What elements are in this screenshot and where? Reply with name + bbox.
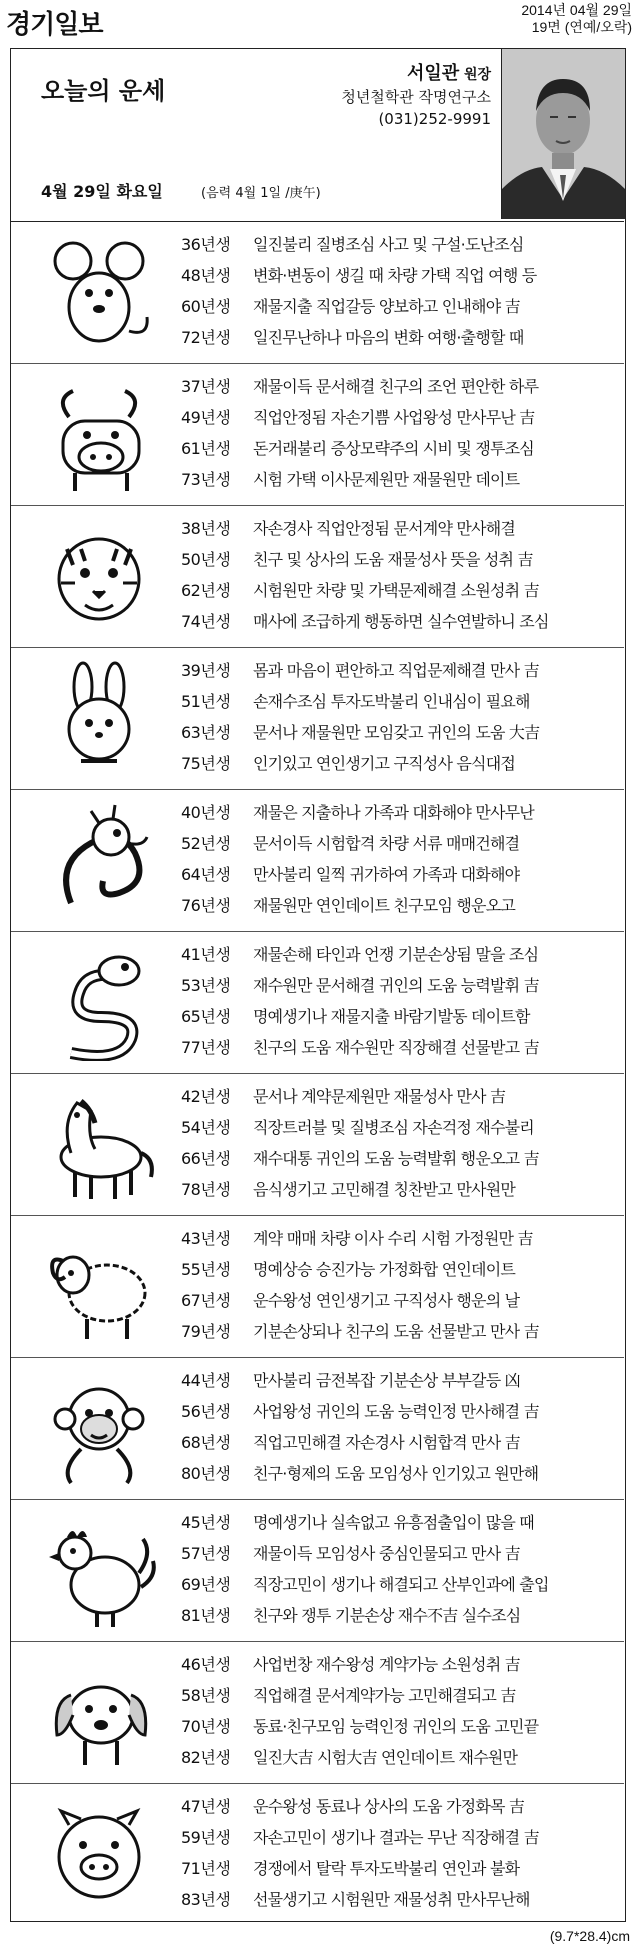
pig-icon xyxy=(41,1797,157,1913)
fortune-line xyxy=(181,1507,621,1538)
birth-year: 67년생 xyxy=(181,1291,231,1310)
fortune-text: 몸과 마음이 편안하고 직업문제해결 만사 吉 xyxy=(253,661,539,680)
fortune-text: 문서이득 시험합격 차량 서류 매매건해결 xyxy=(253,834,520,853)
publication-date: 2014년 04월 29일 xyxy=(521,2,632,18)
fortune-text: 자손고민이 생기나 결과는 무난 직장해결 吉 xyxy=(253,1828,539,1847)
fortune-lines xyxy=(181,797,621,921)
birth-year: 47년생 xyxy=(181,1797,231,1816)
author-institute: 청년철학관 작명연구소 xyxy=(341,88,491,106)
fortune-line xyxy=(181,402,621,433)
fortune-line xyxy=(181,229,621,260)
tiger-icon xyxy=(41,519,157,635)
author-name: 서일관 xyxy=(406,63,460,84)
fortune-text: 재수대통 귀인의 도움 능력발휘 행운오고 吉 xyxy=(253,1149,539,1168)
fortune-text: 직장트러블 및 질병조심 자손걱정 재수불리 xyxy=(253,1118,534,1137)
fortune-text: 친구·형제의 도움 모임성사 인기있고 원만해 xyxy=(253,1464,539,1483)
birth-year: 40년생 xyxy=(181,803,231,822)
zodiac-section xyxy=(11,1641,624,1784)
birth-year: 45년생 xyxy=(181,1513,231,1532)
fortune-text: 직업안정됨 자손기쁨 사업왕성 만사무난 吉 xyxy=(253,408,535,427)
fortune-line xyxy=(181,1174,621,1205)
ox-icon xyxy=(41,377,157,493)
birth-year: 43년생 xyxy=(181,1229,231,1248)
fortune-lines xyxy=(181,1791,621,1915)
fortune-text: 재물원만 연인데이트 친구모임 행운오고 xyxy=(253,896,516,915)
author-phone: (031)252-9991 xyxy=(378,110,491,128)
birth-year: 57년생 xyxy=(181,1544,231,1563)
rat-icon xyxy=(41,235,157,351)
fortune-line xyxy=(181,1032,621,1063)
fortune-line xyxy=(181,322,621,353)
fortune-text: 재수원만 문서해결 귀인의 도움 능력발휘 吉 xyxy=(253,976,539,995)
fortune-text: 직장고민이 생기나 해결되고 산부인과에 출입 xyxy=(253,1575,549,1594)
dragon-icon xyxy=(41,803,157,919)
fortune-line xyxy=(181,655,621,686)
fortune-lines xyxy=(181,1649,621,1773)
fortune-lines xyxy=(181,1365,621,1489)
fortune-line xyxy=(181,544,621,575)
fortune-line xyxy=(181,575,621,606)
fortune-line xyxy=(181,1853,621,1884)
fortune-text: 재물은 지출하나 가족과 대화해야 만사무난 xyxy=(253,803,534,822)
fortune-lines xyxy=(181,655,621,779)
fortune-text: 재물이득 문서해결 친구의 조언 편안한 하루 xyxy=(253,377,539,396)
birth-year: 41년생 xyxy=(181,945,231,964)
birth-year: 76년생 xyxy=(181,896,231,915)
fortune-text: 직업해결 문서계약가능 고민해결되고 吉 xyxy=(253,1686,516,1705)
masthead xyxy=(0,0,640,44)
birth-year: 69년생 xyxy=(181,1575,231,1594)
fortune-text: 시험 가택 이사문제원만 재물원만 데이트 xyxy=(253,470,520,489)
birth-year: 68년생 xyxy=(181,1433,231,1452)
birth-year: 42년생 xyxy=(181,1087,231,1106)
fortune-text: 재물이득 모임성사 중심인물되고 만사 吉 xyxy=(253,1544,520,1563)
fortune-text: 일진大吉 시험大吉 연인데이트 재수원만 xyxy=(253,1748,518,1767)
fortune-line xyxy=(181,464,621,495)
horoscope-column xyxy=(10,48,626,1922)
fortune-line xyxy=(181,606,621,637)
birth-year: 51년생 xyxy=(181,692,231,711)
birth-year: 50년생 xyxy=(181,550,231,569)
fortune-text: 사업번창 재수왕성 계약가능 소원성취 吉 xyxy=(253,1655,520,1674)
fortune-text: 사업왕성 귀인의 도움 능력인정 만사해결 吉 xyxy=(253,1402,539,1421)
fortune-text: 재물손해 타인과 언쟁 기분손상됨 말을 조심 xyxy=(253,945,539,964)
birth-year: 74년생 xyxy=(181,612,231,631)
birth-year: 39년생 xyxy=(181,661,231,680)
birth-year: 64년생 xyxy=(181,865,231,884)
birth-year: 63년생 xyxy=(181,723,231,742)
fortune-lines xyxy=(181,229,621,353)
birth-year: 83년생 xyxy=(181,1890,231,1909)
fortune-text: 만사불리 금전복잡 기분손상 부부갈등 凶 xyxy=(253,1371,520,1390)
fortune-lines xyxy=(181,1223,621,1347)
fortune-lines xyxy=(181,1507,621,1631)
birth-year: 61년생 xyxy=(181,439,231,458)
fortune-line xyxy=(181,1600,621,1631)
fortune-line xyxy=(181,1316,621,1347)
birth-year: 80년생 xyxy=(181,1464,231,1483)
fortune-text: 계약 매매 차량 이사 수리 시험 가정원만 吉 xyxy=(253,1229,533,1248)
column-title: 오늘의 운세 xyxy=(41,77,166,105)
fortune-line xyxy=(181,686,621,717)
fortune-line xyxy=(181,1223,621,1254)
fortune-text: 자손경사 직업안정됨 문서계약 만사해결 xyxy=(253,519,516,538)
fortune-text: 명예생기나 재물지출 바람기발동 데이트함 xyxy=(253,1007,530,1026)
birth-year: 79년생 xyxy=(181,1322,231,1341)
fortune-line xyxy=(181,1884,621,1915)
fortune-line xyxy=(181,797,621,828)
fortune-line xyxy=(181,1742,621,1773)
snake-icon xyxy=(41,945,157,1061)
fortune-line xyxy=(181,1365,621,1396)
fortune-text: 재물지출 직업갈등 양보하고 인내해야 吉 xyxy=(253,297,520,316)
lunar-date: (음력 4월 1일 /庚午) xyxy=(201,186,321,201)
birth-year: 55년생 xyxy=(181,1260,231,1279)
author-photo xyxy=(501,49,625,219)
birth-year: 62년생 xyxy=(181,581,231,600)
fortune-lines xyxy=(181,371,621,495)
fortune-text: 돈거래불리 증상모략주의 시비 및 쟁투조심 xyxy=(253,439,534,458)
publication-info xyxy=(521,2,632,36)
zodiac-section xyxy=(11,505,624,648)
fortune-line xyxy=(181,748,621,779)
fortune-line xyxy=(181,1711,621,1742)
fortune-line xyxy=(181,859,621,890)
birth-year: 75년생 xyxy=(181,754,231,773)
fortune-line xyxy=(181,1081,621,1112)
fortune-lines xyxy=(181,939,621,1063)
zodiac-section xyxy=(11,1073,624,1216)
horoscope-date: 4월 29일 화요일 xyxy=(41,182,163,201)
fortune-line xyxy=(181,828,621,859)
birth-year: 38년생 xyxy=(181,519,231,538)
birth-year: 71년생 xyxy=(181,1859,231,1878)
birth-year: 52년생 xyxy=(181,834,231,853)
column-size: (9.7*28.4)cm xyxy=(549,1928,630,1944)
dog-icon xyxy=(41,1655,157,1771)
fortune-line xyxy=(181,1680,621,1711)
fortune-line xyxy=(181,970,621,1001)
column-header xyxy=(11,49,624,222)
zodiac-section xyxy=(11,1215,624,1358)
fortune-text: 친구의 도움 재수원만 직장해결 선물받고 吉 xyxy=(253,1038,539,1057)
birth-year: 44년생 xyxy=(181,1371,231,1390)
fortune-text: 친구 및 상사의 도움 재물성사 뜻을 성취 吉 xyxy=(253,550,533,569)
horse-icon xyxy=(41,1087,157,1203)
fortune-text: 손재수조심 투자도박불리 인내심이 필요해 xyxy=(253,692,530,711)
fortune-text: 인기있고 연인생기고 구직성사 음식대접 xyxy=(253,754,516,773)
zodiac-section xyxy=(11,1357,624,1500)
zodiac-section xyxy=(11,221,624,364)
fortune-line xyxy=(181,1649,621,1680)
birth-year: 56년생 xyxy=(181,1402,231,1421)
birth-year: 60년생 xyxy=(181,297,231,316)
fortune-line xyxy=(181,1427,621,1458)
fortune-line xyxy=(181,890,621,921)
birth-year: 66년생 xyxy=(181,1149,231,1168)
rabbit-icon xyxy=(41,661,157,777)
zodiac-section xyxy=(11,789,624,932)
fortune-line xyxy=(181,1396,621,1427)
fortune-text: 매사에 조급하게 행동하면 실수연발하니 조심 xyxy=(253,612,549,631)
fortune-line xyxy=(181,1569,621,1600)
sheep-icon xyxy=(41,1229,157,1345)
birth-year: 48년생 xyxy=(181,266,231,285)
birth-year: 36년생 xyxy=(181,235,231,254)
birth-year: 37년생 xyxy=(181,377,231,396)
zodiac-section xyxy=(11,1783,624,1925)
fortune-line xyxy=(181,1822,621,1853)
page-section: 19면 (연예/오락) xyxy=(531,19,632,35)
fortune-line xyxy=(181,1538,621,1569)
zodiac-section xyxy=(11,1499,624,1642)
fortune-line xyxy=(181,513,621,544)
fortune-line xyxy=(181,291,621,322)
fortune-line xyxy=(181,433,621,464)
fortune-text: 음식생기고 고민해결 칭찬받고 만사원만 xyxy=(253,1180,516,1199)
birth-year: 82년생 xyxy=(181,1748,231,1767)
fortune-text: 직업고민해결 자손경사 시험합격 만사 吉 xyxy=(253,1433,520,1452)
author-role: 원장 xyxy=(463,67,491,83)
birth-year: 46년생 xyxy=(181,1655,231,1674)
fortune-line xyxy=(181,1791,621,1822)
zodiac-section xyxy=(11,363,624,506)
fortune-text: 운수왕성 동료나 상사의 도움 가정화목 吉 xyxy=(253,1797,525,1816)
fortune-text: 동료·친구모임 능력인정 귀인의 도움 고민끝 xyxy=(253,1717,539,1736)
birth-year: 65년생 xyxy=(181,1007,231,1026)
author-block xyxy=(311,63,491,130)
fortune-text: 문서나 계약문제원만 재물성사 만사 吉 xyxy=(253,1087,506,1106)
fortune-line xyxy=(181,1285,621,1316)
fortune-line xyxy=(181,1112,621,1143)
fortune-text: 시험원만 차량 및 가택문제해결 소원성취 吉 xyxy=(253,581,539,600)
fortune-text: 친구와 쟁투 기분손상 재수不吉 실수조심 xyxy=(253,1606,521,1625)
birth-year: 54년생 xyxy=(181,1118,231,1137)
fortune-lines xyxy=(181,1081,621,1205)
fortune-text: 기분손상되나 친구의 도움 선물받고 만사 吉 xyxy=(253,1322,539,1341)
fortune-text: 선물생기고 시험원만 재물성취 만사무난해 xyxy=(253,1890,530,1909)
fortune-text: 명예생기나 실속없고 유흥점출입이 많을 때 xyxy=(253,1513,534,1532)
fortune-text: 일진무난하나 마음의 변화 여행·출행할 때 xyxy=(253,328,524,347)
zodiac-section xyxy=(11,647,624,790)
birth-year: 59년생 xyxy=(181,1828,231,1847)
birth-year: 77년생 xyxy=(181,1038,231,1057)
newspaper-logo: 경기일보 xyxy=(6,10,103,40)
fortune-line xyxy=(181,1458,621,1489)
fortune-line xyxy=(181,717,621,748)
birth-year: 73년생 xyxy=(181,470,231,489)
birth-year: 53년생 xyxy=(181,976,231,995)
fortune-text: 문서나 재물원만 모임갖고 귀인의 도움 大吉 xyxy=(253,723,540,742)
fortune-line xyxy=(181,371,621,402)
fortune-line xyxy=(181,1254,621,1285)
fortune-text: 만사불리 일찍 귀가하여 가족과 대화해야 xyxy=(253,865,520,884)
birth-year: 81년생 xyxy=(181,1606,231,1625)
birth-year: 49년생 xyxy=(181,408,231,427)
fortune-line xyxy=(181,260,621,291)
rooster-icon xyxy=(41,1513,157,1629)
fortune-line xyxy=(181,1001,621,1032)
fortune-text: 일진불리 질병조심 사고 및 구설·도난조심 xyxy=(253,235,524,254)
birth-year: 72년생 xyxy=(181,328,231,347)
zodiac-section xyxy=(11,931,624,1074)
fortune-line xyxy=(181,1143,621,1174)
fortune-text: 명예상승 승진가능 가정화합 연인데이트 xyxy=(253,1260,516,1279)
monkey-icon xyxy=(41,1371,157,1487)
birth-year: 78년생 xyxy=(181,1180,231,1199)
fortune-text: 운수왕성 연인생기고 구직성사 행운의 날 xyxy=(253,1291,520,1310)
fortune-text: 경쟁에서 탈락 투자도박불리 연인과 불화 xyxy=(253,1859,520,1878)
fortune-line xyxy=(181,939,621,970)
fortune-lines xyxy=(181,513,621,637)
birth-year: 70년생 xyxy=(181,1717,231,1736)
birth-year: 58년생 xyxy=(181,1686,231,1705)
fortune-text: 변화·변동이 생길 때 차량 가택 직업 여행 등 xyxy=(253,266,537,285)
